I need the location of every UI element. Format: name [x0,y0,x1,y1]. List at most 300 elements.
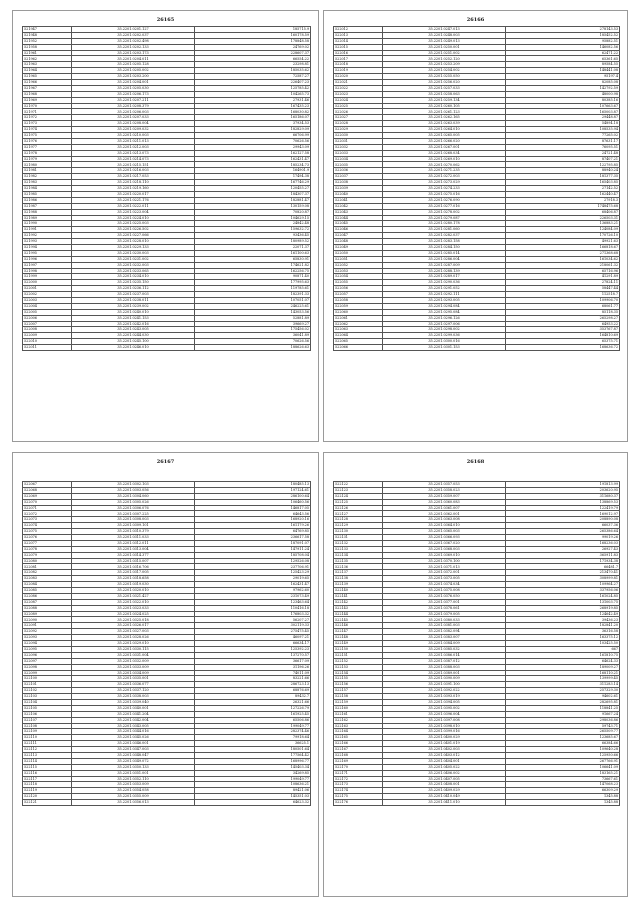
parcel-id-cell: 522126 [334,505,383,511]
amount-cell: 180989.52 [195,239,311,245]
amount-cell: 159632.72 [195,227,311,233]
amount-cell: 23298.81 [195,62,311,68]
amount-cell: 275475.45 [195,629,311,635]
amount-cell: 90871.40 [195,274,311,280]
cadastral-code-cell: 35.2201.0327.003 [72,629,195,635]
amount-cell: 64623.32 [195,800,311,806]
cadastral-code-cell: 35.2201.0315.007 [72,558,195,564]
amount-cell: 265298.27 [506,315,620,321]
parcel-id-cell: 522079 [23,552,72,558]
parcel-id-cell: 522055 [334,280,383,286]
parcel-id-cell: 521996 [23,256,72,262]
parcel-id-cell: 521947 [23,27,72,33]
amount-cell: 109964.27 [506,582,620,588]
parcel-id-cell: 522039 [334,186,383,192]
amount-cell: 36316.58 [506,629,620,635]
cadastral-code-cell: 35.2201.0238.011 [72,297,195,303]
parcel-id-cell: 522169 [334,758,383,764]
parcel-id-cell: 522167 [334,747,383,753]
amount-cell: 138869.53 [506,499,620,505]
parcel-id-cell: 522157 [334,688,383,694]
amount-cell: 46097.21 [195,635,311,641]
parcel-id-cell: 522152 [334,658,383,664]
cadastral-code-cell: 35.2201.0391.100 [383,682,506,688]
parcel-id-cell: 521992 [23,233,72,239]
parcel-id-cell: 522010 [23,339,72,345]
parcel-id-cell: 522049 [334,244,383,250]
cadastral-code-cell: 35.2201.0208.379 [72,103,195,109]
cadastral-code-cell: 35.2201.0377.001 [383,599,506,605]
amount-cell: 27142.52 [506,186,620,192]
amount-cell: 161810.75 [506,652,620,658]
amount-cell: 125785.42 [195,85,311,91]
parcel-id-cell: 522054 [334,274,383,280]
amount-cell: 70820.87 [195,209,311,215]
amount-cell: 168236.03 [506,540,620,546]
cadastral-code-cell: 35.2201.0411.010 [383,800,506,806]
amount-cell: 39436.23 [506,617,620,623]
amount-cell: 164901.9 [195,168,311,174]
cadastral-code-cell: 35.2201.0324.025 [72,611,195,617]
amount-cell: 145351.03 [195,794,311,800]
cadastral-code-cell: 35.2201.0212.003 [72,144,195,150]
amount-cell: 95197.4 [506,74,620,80]
amount-cell: 308999.81 [506,576,620,582]
parcel-id-cell: 521989 [23,215,72,221]
cadastral-code-cell: 35.2201.0273.029 [383,180,506,186]
cadastral-code-cell: 35.2201.0281.060 [383,227,506,233]
cadastral-code-cell: 35.2201.0367.020 [383,540,506,546]
parcel-id-cell: 522036 [334,168,383,174]
parcel-id-cell: 521976 [23,138,72,144]
parcel-id-cell: 522078 [23,546,72,552]
cadastral-code-cell: 35.2201.0280.178 [383,221,506,227]
parcel-id-cell: 522081 [23,564,72,570]
cadastral-code-cell: 35.2201.0263.039 [383,121,506,127]
cadastral-code-cell: 35.2201.0214.073 [72,156,195,162]
cadastral-code-cell: 35.2201.0285.014 [383,250,506,256]
parcel-id-cell: 521979 [23,156,72,162]
parcel-id-cell: 522067 [23,482,72,488]
document-page-1 [12,10,319,442]
amount-cell: 197124.61 [195,487,311,493]
cadastral-code-cell: 35.2201.0401.019 [383,741,506,747]
cadastral-code-cell: 35.2201.0379.005 [383,611,506,617]
amount-cell: 24842.48 [195,221,311,227]
cadastral-code-cell: 35.2201.0357.053 [383,482,506,488]
parcel-id-cell: 522139 [334,582,383,588]
cadastral-code-cell: 35.2201.0389.001 [383,670,506,676]
amount-cell: 17494.38 [195,174,311,180]
cadastral-code-cell: 35.2201.0226.502 [72,227,195,233]
parcel-id-cell: 522086 [23,593,72,599]
cadastral-code-cell: 35.2201.0403.012 [383,752,506,758]
amount-cell: 184307.37 [195,191,311,197]
parcel-id-cell: 522085 [23,588,72,594]
parcel-id-cell: 522077 [23,540,72,546]
parcel-id-cell: 522097 [23,658,72,664]
amount-cell: 129526.08 [195,558,311,564]
amount-cell: 311283.14 [506,682,620,688]
cadastral-code-cell: 35.2201.0342.004 [72,717,195,723]
amount-cell: 286100.64 [195,493,311,499]
cadastral-code-cell: 35.2201.0272.003 [383,174,506,180]
amount-cell: 185715.9 [195,27,311,33]
data-table [22,26,311,351]
parcel-id-cell: 522068 [23,487,72,493]
cadastral-code-cell: 35.2201.0236.112 [72,286,195,292]
amount-cell: 246225.61 [195,303,311,309]
cadastral-code-cell: 35.2201.0203.173 [72,50,195,56]
parcel-id-cell: 521983 [23,180,72,186]
cadastral-code-cell: 35.2201.0230.003 [72,250,195,256]
cadastral-code-cell: 35.2201.0255.050 [383,74,506,80]
amount-cell: 282695.81 [506,699,620,705]
cadastral-code-cell: 35.2201.0383.007 [383,635,506,641]
amount-cell: 237706.91 [195,564,311,570]
parcel-id-cell: 522051 [334,256,383,262]
cadastral-code-cell: 35.2201.0339.040 [72,699,195,705]
parcel-id-cell: 522147 [334,629,383,635]
data-table [333,26,620,351]
parcel-id-cell: 522057 [334,292,383,298]
amount-cell: 146082.56 [506,44,620,50]
parcel-id-cell: 522000 [23,280,72,286]
amount-cell: 164810.69 [506,333,620,339]
parcel-id-cell: 522174 [334,788,383,794]
cadastral-code-cell: 35.2201.0203.200 [72,74,195,80]
cadastral-code-cell: 35.2201.0378.061 [383,605,506,611]
parcel-id-cell: 522155 [334,676,383,682]
cadastral-code-cell: 35.2201.0387.012 [383,658,506,664]
cadastral-code-cell: 35.2201.0206.003 [72,109,195,115]
amount-cell: 1345.88 [506,794,620,800]
parcel-id-cell: 522102 [23,688,72,694]
parcel-id-cell: 521998 [23,268,72,274]
cadastral-code-cell: 35.2201.0303.056 [72,487,195,493]
parcel-id-cell: 521994 [23,244,72,250]
parcel-id-cell: 522013 [334,32,383,38]
amount-cell: 185452.52 [506,32,620,38]
amount-cell: 162431.47 [195,582,311,588]
amount-cell: 24769.02 [195,44,311,50]
amount-cell: 66384.66 [506,741,620,747]
amount-cell: 106460.56 [195,499,311,505]
amount-cell: 165186.07 [195,115,311,121]
amount-cell: 70626.56 [195,339,311,345]
cadastral-code-cell: 35.2201.0271.235 [383,168,506,174]
cadastral-code-cell: 35.2201.0202.037 [72,32,195,38]
amount-cell: 52881.89 [195,315,311,321]
amount-cell: 667 [506,646,620,652]
amount-cell: 99019.26 [506,535,620,541]
amount-cell: 108636.21 [195,782,311,788]
amount-cell: 271368.68 [506,250,620,256]
amount-cell: 122795.85 [506,162,620,168]
cadastral-code-cell: 35.2201.0372.001 [383,570,506,576]
cadastral-code-cell: 35.2201.0211.013 [72,138,195,144]
parcel-id-cell: 522108 [23,723,72,729]
parcel-id-cell: 522088 [23,605,72,611]
cadastral-code-cell: 35.2201.0289.017 [383,274,506,280]
amount-cell: 118841.25 [506,705,620,711]
amount-cell: 22071.37 [195,244,311,250]
amount-cell: 89432.7 [195,694,311,700]
parcel-id-cell: 522166 [334,741,383,747]
cadastral-code-cell: 35.2201.0274.233 [383,186,506,192]
cadastral-code-cell: 35.2201.0340.001 [72,705,195,711]
parcel-id-cell: 522087 [23,599,72,605]
cadastral-code-cell: 35.2201.0216.003 [72,168,195,174]
amount-cell: 89584.55 [506,62,620,68]
cadastral-code-cell: 35.2201.0206.173 [72,91,195,97]
amount-cell: 130159.08 [195,203,311,209]
amount-cell: 106641.09 [506,764,620,770]
parcel-id-cell: 522006 [23,315,72,321]
amount-cell: 34269.85 [195,770,311,776]
amount-cell: 85118.35 [506,309,620,315]
amount-cell: 83221.66 [195,676,311,682]
cadastral-code-cell: 35.2201.0268.034 [383,150,506,156]
amount-cell: 95882.51 [506,38,620,44]
amount-cell: 268919.85 [506,605,620,611]
cadastral-code-cell: 35.2201.0234.010 [72,274,195,280]
parcel-id-cell: 522100 [23,676,72,682]
parcel-id-cell: 522041 [334,197,383,203]
amount-cell: 174621.82 [195,262,311,268]
amount-cell: 208890.08 [506,517,620,523]
cadastral-code-cell: 35.2201.0343.005 [72,723,195,729]
amount-cell: 1748475.68 [506,203,620,209]
cadastral-code-cell: 35.2201.0252.120 [383,56,506,62]
parcel-id-cell: 522066 [334,345,383,351]
cadastral-code-cell: 35.2201.0233.065 [72,268,195,274]
cadastral-code-cell: 35.2201.0223.004 [72,209,195,215]
cadastral-code-cell: 35.2201.0283.158 [383,239,506,245]
parcel-id-cell: 522092 [23,629,72,635]
cadastral-code-cell: 35.2201.0386.014 [383,652,506,658]
parcel-id-cell: 522127 [334,511,383,517]
amount-cell: 162127.58 [195,150,311,156]
amount-cell: 27824.11 [506,280,620,286]
amount-cell: 87631.17 [506,138,620,144]
cadastral-code-cell: 35.2201.0308.003 [72,517,195,523]
amount-cell: 125423.29 [195,570,311,576]
cadastral-code-cell: 35.2201.0350.133 [72,764,195,770]
parcel-id-cell: 522153 [334,664,383,670]
parcel-id-cell: 522125 [334,499,383,505]
cadastral-code-cell: 35.2201.0381.003 [383,623,506,629]
amount-cell: 112518.7 [506,292,620,298]
cadastral-code-cell: 35.2201.0300.016 [383,339,506,345]
parcel-id-cell: 522018 [334,62,383,68]
parcel-id-cell: 521997 [23,262,72,268]
amount-cell: 236617.58 [195,535,311,541]
amount-cell: 147911.24 [195,546,311,552]
parcel-id-cell: 521999 [23,274,72,280]
parcel-id-cell: 522059 [334,303,383,309]
cadastral-code-cell: 35.2201.0205.030 [72,85,195,91]
amount-cell: 353767.87 [506,327,620,333]
cadastral-code-cell: 35.2201.0408.001 [383,782,506,788]
parcel-id-cell: 521966 [23,80,72,86]
cadastral-code-cell: 35.2201.0382.094 [383,629,506,635]
cadastral-code-cell: 35.2201.0351.001 [72,770,195,776]
parcel-id-cell: 521990 [23,221,72,227]
parcel-id-cell: 522090 [23,617,72,623]
amount-cell: 127226.79 [195,705,311,711]
cadastral-code-cell: 35.2201.0204.001 [72,80,195,86]
parcel-id-cell: 521987 [23,203,72,209]
cadastral-code-cell: 35.2201.0232.003 [72,262,195,268]
parcel-id-cell: 522056 [334,286,383,292]
amount-cell: 337956.06 [506,588,620,594]
amount-cell: 161034.62 [506,256,620,262]
amount-cell: 66554.22 [195,56,311,62]
parcel-id-cell: 522101 [23,682,72,688]
cadastral-code-cell: 35.2201.0241.153 [72,315,195,321]
cadastral-code-cell: 35.2201.0205.128 [72,62,195,68]
amount-cell: 68876.69 [195,688,311,694]
cadastral-code-cell: 35.2201.0260.105 [383,103,506,109]
parcel-id-cell: 522034 [334,156,383,162]
amount-cell: 82085.08 [506,80,620,86]
cadastral-code-cell: 35.2201.0329.010 [72,641,195,647]
amount-cell: 56207.27 [195,617,311,623]
parcel-id-cell: 522015 [334,44,383,50]
cadastral-code-cell: 35.2201.0323.033 [72,605,195,611]
amount-cell: 64643.56 [195,511,311,517]
amount-cell: 65716.96 [506,268,620,274]
cadastral-code-cell: 35.2201.0290.036 [383,280,506,286]
amount-cell: 213470.41 [506,570,620,576]
parcel-id-cell: 522029 [334,127,383,133]
cadastral-code-cell: 35.2201.0270.062 [383,162,506,168]
cadastral-code-cell: 35.2201.0257.033 [383,85,506,91]
parcel-id-cell: 521971 [23,109,72,115]
cadastral-code-cell: 35.2201.0295.084 [383,309,506,315]
parcel-id-cell: 522040 [334,191,383,197]
cadastral-code-cell: 35.2201.0398.010 [383,723,506,729]
parcel-id-cell: 521984 [23,186,72,192]
amount-cell: 199049.77 [195,776,311,782]
parcel-id-cell: 521988 [23,209,72,215]
amount-cell: 231073.49 [195,593,311,599]
amount-cell: 182841.20 [506,623,620,629]
cadastral-code-cell: 35.2201.0370.100 [383,558,506,564]
cadastral-code-cell: 35.2201.0384.009 [383,641,506,647]
parcel-id-cell: 521970 [23,103,72,109]
parcel-id-cell: 522019 [334,68,383,74]
amount-cell: 66634.17 [195,641,311,647]
amount-cell: 168920.16 [195,517,311,523]
parcel-id-cell: 522173 [334,782,383,788]
parcel-id-cell: 522031 [334,138,383,144]
cadastral-code-cell: 35.2201.0311.033 [72,535,195,541]
cadastral-code-cell: 35.2201.0325.018 [72,617,195,623]
cadastral-code-cell: 35.2201.0344.016 [72,729,195,735]
cadastral-code-cell: 35.2201.0364.010 [383,523,506,529]
amount-cell: 74011.09 [195,670,311,676]
amount-cell: 148441.08 [506,68,620,74]
parcel-id-cell: 522121 [23,800,72,806]
amount-cell: 187091.07 [195,540,311,546]
parcel-id-cell: 522091 [23,623,72,629]
amount-cell: 65830.91 [195,256,311,262]
parcel-id-cell: 522160 [334,705,383,711]
amount-cell: 203620.95 [506,487,620,493]
cadastral-code-cell: 35.2201.0399.016 [383,729,506,735]
cadastral-code-cell: 35.2201.0201.127 [72,27,195,33]
amount-cell: 58447.44 [506,286,620,292]
parcel-id-cell: 522061 [334,315,383,321]
cadastral-code-cell: 35.2201.0318.658 [72,576,195,582]
amount-cell: 119785.61 [195,286,311,292]
parcel-id-cell: 521980 [23,162,72,168]
parcel-id-cell: 522172 [334,776,383,782]
page-number: 26165 [156,17,175,23]
cadastral-code-cell: 35.2201.0261.123 [383,109,506,115]
cadastral-code-cell: 35.2201.0224.010 [72,215,195,221]
parcel-id-cell: 521961 [23,50,72,56]
parcel-id-cell: 522133 [334,546,383,552]
cadastral-code-cell: 35.2201.0207.033 [72,115,195,121]
cadastral-code-cell: 35.2201.0287.009 [383,262,506,268]
parcel-id-cell: 521985 [23,191,72,197]
amount-cell: 257329.30 [506,688,620,694]
cadastral-code-cell: 35.2201.0202.498 [72,38,195,44]
document-page-4 [323,452,628,897]
cadastral-code-cell: 35.2201.0397.008 [383,717,506,723]
parcel-id-cell: 522084 [23,582,72,588]
cadastral-code-cell: 35.2201.0407.005 [383,776,506,782]
parcel-id-cell: 521993 [23,239,72,245]
amount-cell: 103425.50 [506,641,620,647]
parcel-id-cell: 522032 [334,144,383,150]
parcel-id-cell: 521969 [23,97,72,103]
parcel-id-cell: 522009 [23,333,72,339]
parcel-id-cell: 522137 [334,570,383,576]
cadastral-code-cell: 35.2201.0208.004 [72,121,195,127]
cadastral-code-cell: 35.2201.0266.020 [383,138,506,144]
cadastral-code-cell: 35.2201.0218.110 [72,180,195,186]
parcel-id-cell: 522170 [334,764,383,770]
amount-cell: 311680.37 [506,493,620,499]
cadastral-code-cell: 35.2201.0275.016 [383,191,506,197]
amount-cell: 122419.79 [506,505,620,511]
amount-cell: 146817.05 [195,505,311,511]
data-table [333,481,620,806]
cadastral-code-cell: 35.2201.0286.004 [383,256,506,262]
parcel-id-cell: 521981 [23,168,72,174]
cadastral-code-cell: 35.2201.0356.013 [72,800,195,806]
parcel-id-cell: 521967 [23,85,72,91]
amount-cell: 91667.24 [506,711,620,717]
cadastral-code-cell: 35.2201.0348.047 [72,752,195,758]
parcel-id-cell: 522050 [334,250,383,256]
parcel-id-cell: 522069 [23,493,72,499]
parcel-id-cell: 521964 [23,68,72,74]
cadastral-code-cell: 35.2201.0392.022 [383,688,506,694]
cadastral-code-cell: 35.2201.0205.002 [72,68,195,74]
cadastral-code-cell: 35.2201.0304.060 [72,493,195,499]
parcel-id-cell: 522116 [23,770,72,776]
cadastral-code-cell: 35.2201.0374.034 [383,582,506,588]
cadastral-code-cell: 35.2201.0229.133 [72,244,195,250]
amount-cell: 160178.59 [195,32,311,38]
cadastral-code-cell: 35.2201.0404.001 [383,758,506,764]
cadastral-code-cell: 35.2201.0264.010 [383,127,506,133]
